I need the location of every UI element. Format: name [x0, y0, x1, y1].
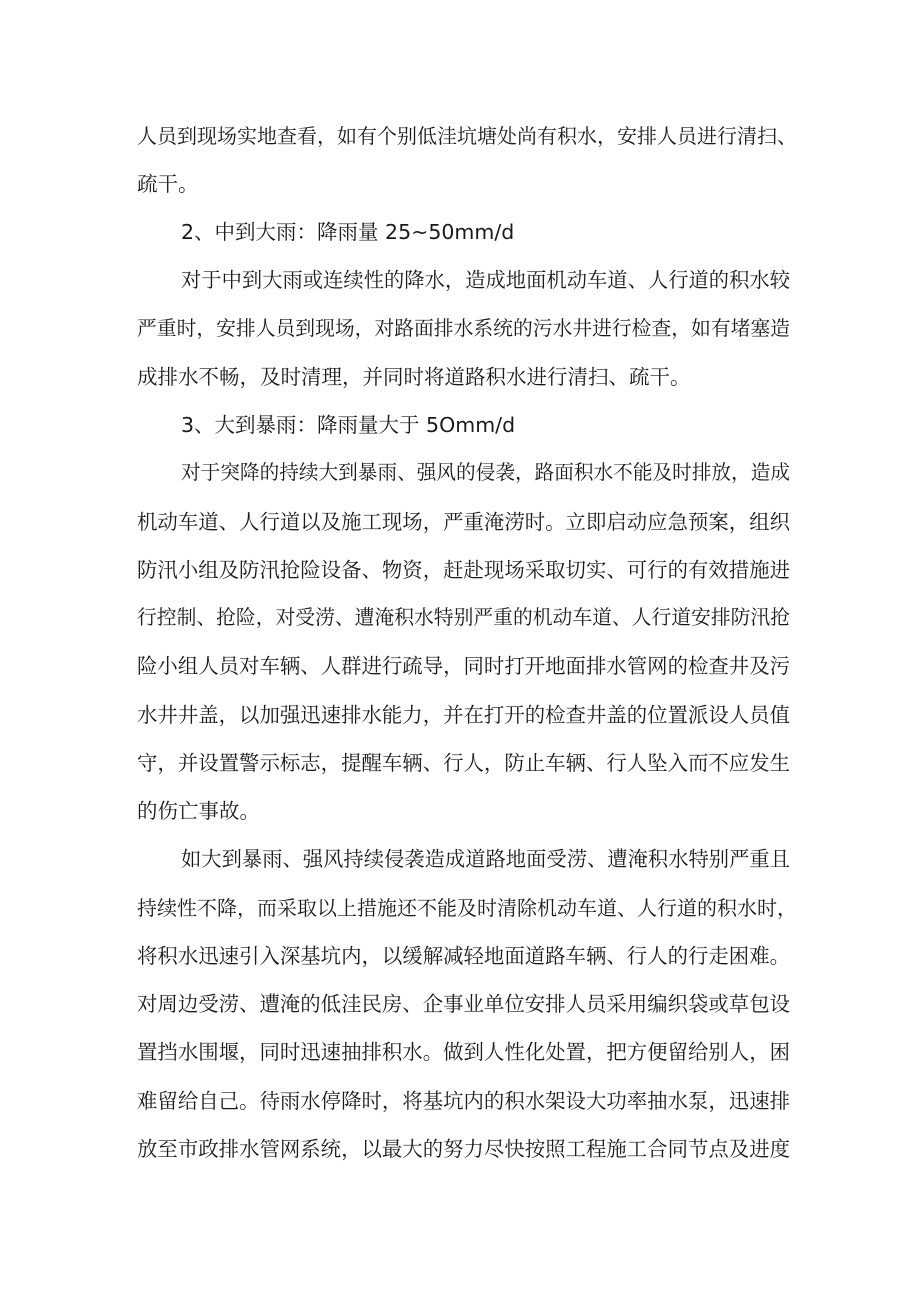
body-line: 水井井盖，以加强迅速排水能力，并在打开的检查井盖的位置派设人员值 [137, 703, 790, 727]
body-line: 的伤亡事故。 [137, 799, 260, 823]
body-line: 如大到暴雨、强风持续侵袭造成道路地面受涝、遭淹积水特别严重且 [181, 847, 791, 871]
body-line: 守，并设置警示标志，提醒车辆、行人，防止车辆、行人坠入而不应发生 [137, 751, 790, 775]
body-line: 持续性不降，而采取以上措施还不能及时清除机动车道、人行道的积水时， [137, 896, 797, 920]
body-line: 机动车道、人行道以及施工现场，严重淹涝时。立即启动应急预案，组织 [137, 510, 790, 534]
body-line: 将积水迅速引入深基坑内，以缓解减轻地面道路车辆、行人的行走困难。 [137, 944, 790, 968]
body-line: 对于突降的持续大到暴雨、强风的侵袭，路面积水不能及时排放，造成 [181, 461, 790, 484]
section-heading: 3、大到暴雨：降雨量大于 5Omm/d [181, 413, 516, 437]
body-line: 人员到现场实地查看，如有个别低洼坑塘处尚有积水，安排人员进行清扫、 [137, 124, 797, 148]
body-line: 置挡水围堰，同时迅速抽排积水。做到人性化处置，把方便留给别人，困 [137, 1040, 790, 1064]
body-line: 疏干。 [137, 172, 199, 196]
body-line: 对周边受涝、遭淹的低洼民房、企事业单位安排人员采用编织袋或草包设 [137, 992, 790, 1016]
body-line: 严重时，安排人员到现场，对路面排水系统的污水井进行检查，如有堵塞造 [137, 317, 790, 340]
body-line: 行控制、抢险，对受涝、遭淹积水特别严重的机动车道、人行道安排防汛抢 [137, 606, 790, 629]
body-line: 难留给自己。待雨水停降时，将基坑内的积水架设大功率抽水泵，迅速排 [137, 1089, 790, 1113]
body-line: 成排水不畅，及时清理，并同时将道路积水进行清扫、疏干。 [137, 365, 691, 389]
body-line: 对于中到大雨或连续性的降水，造成地面机动车道、人行道的积水较 [181, 268, 791, 292]
body-line: 险小组人员对车辆、人群进行疏导，同时打开地面排水管网的检查井及污 [137, 654, 790, 678]
body-line: 放至市政排水管网系统，以最大的努力尽快按照工程施工合同节点及进度 [137, 1137, 790, 1161]
section-heading: 2、中到大雨：降雨量 25~50mm/d [181, 220, 515, 244]
body-line: 防汛小组及防汛抢险设备、物资，赶赴现场采取切实、可行的有效措施进 [137, 558, 790, 582]
